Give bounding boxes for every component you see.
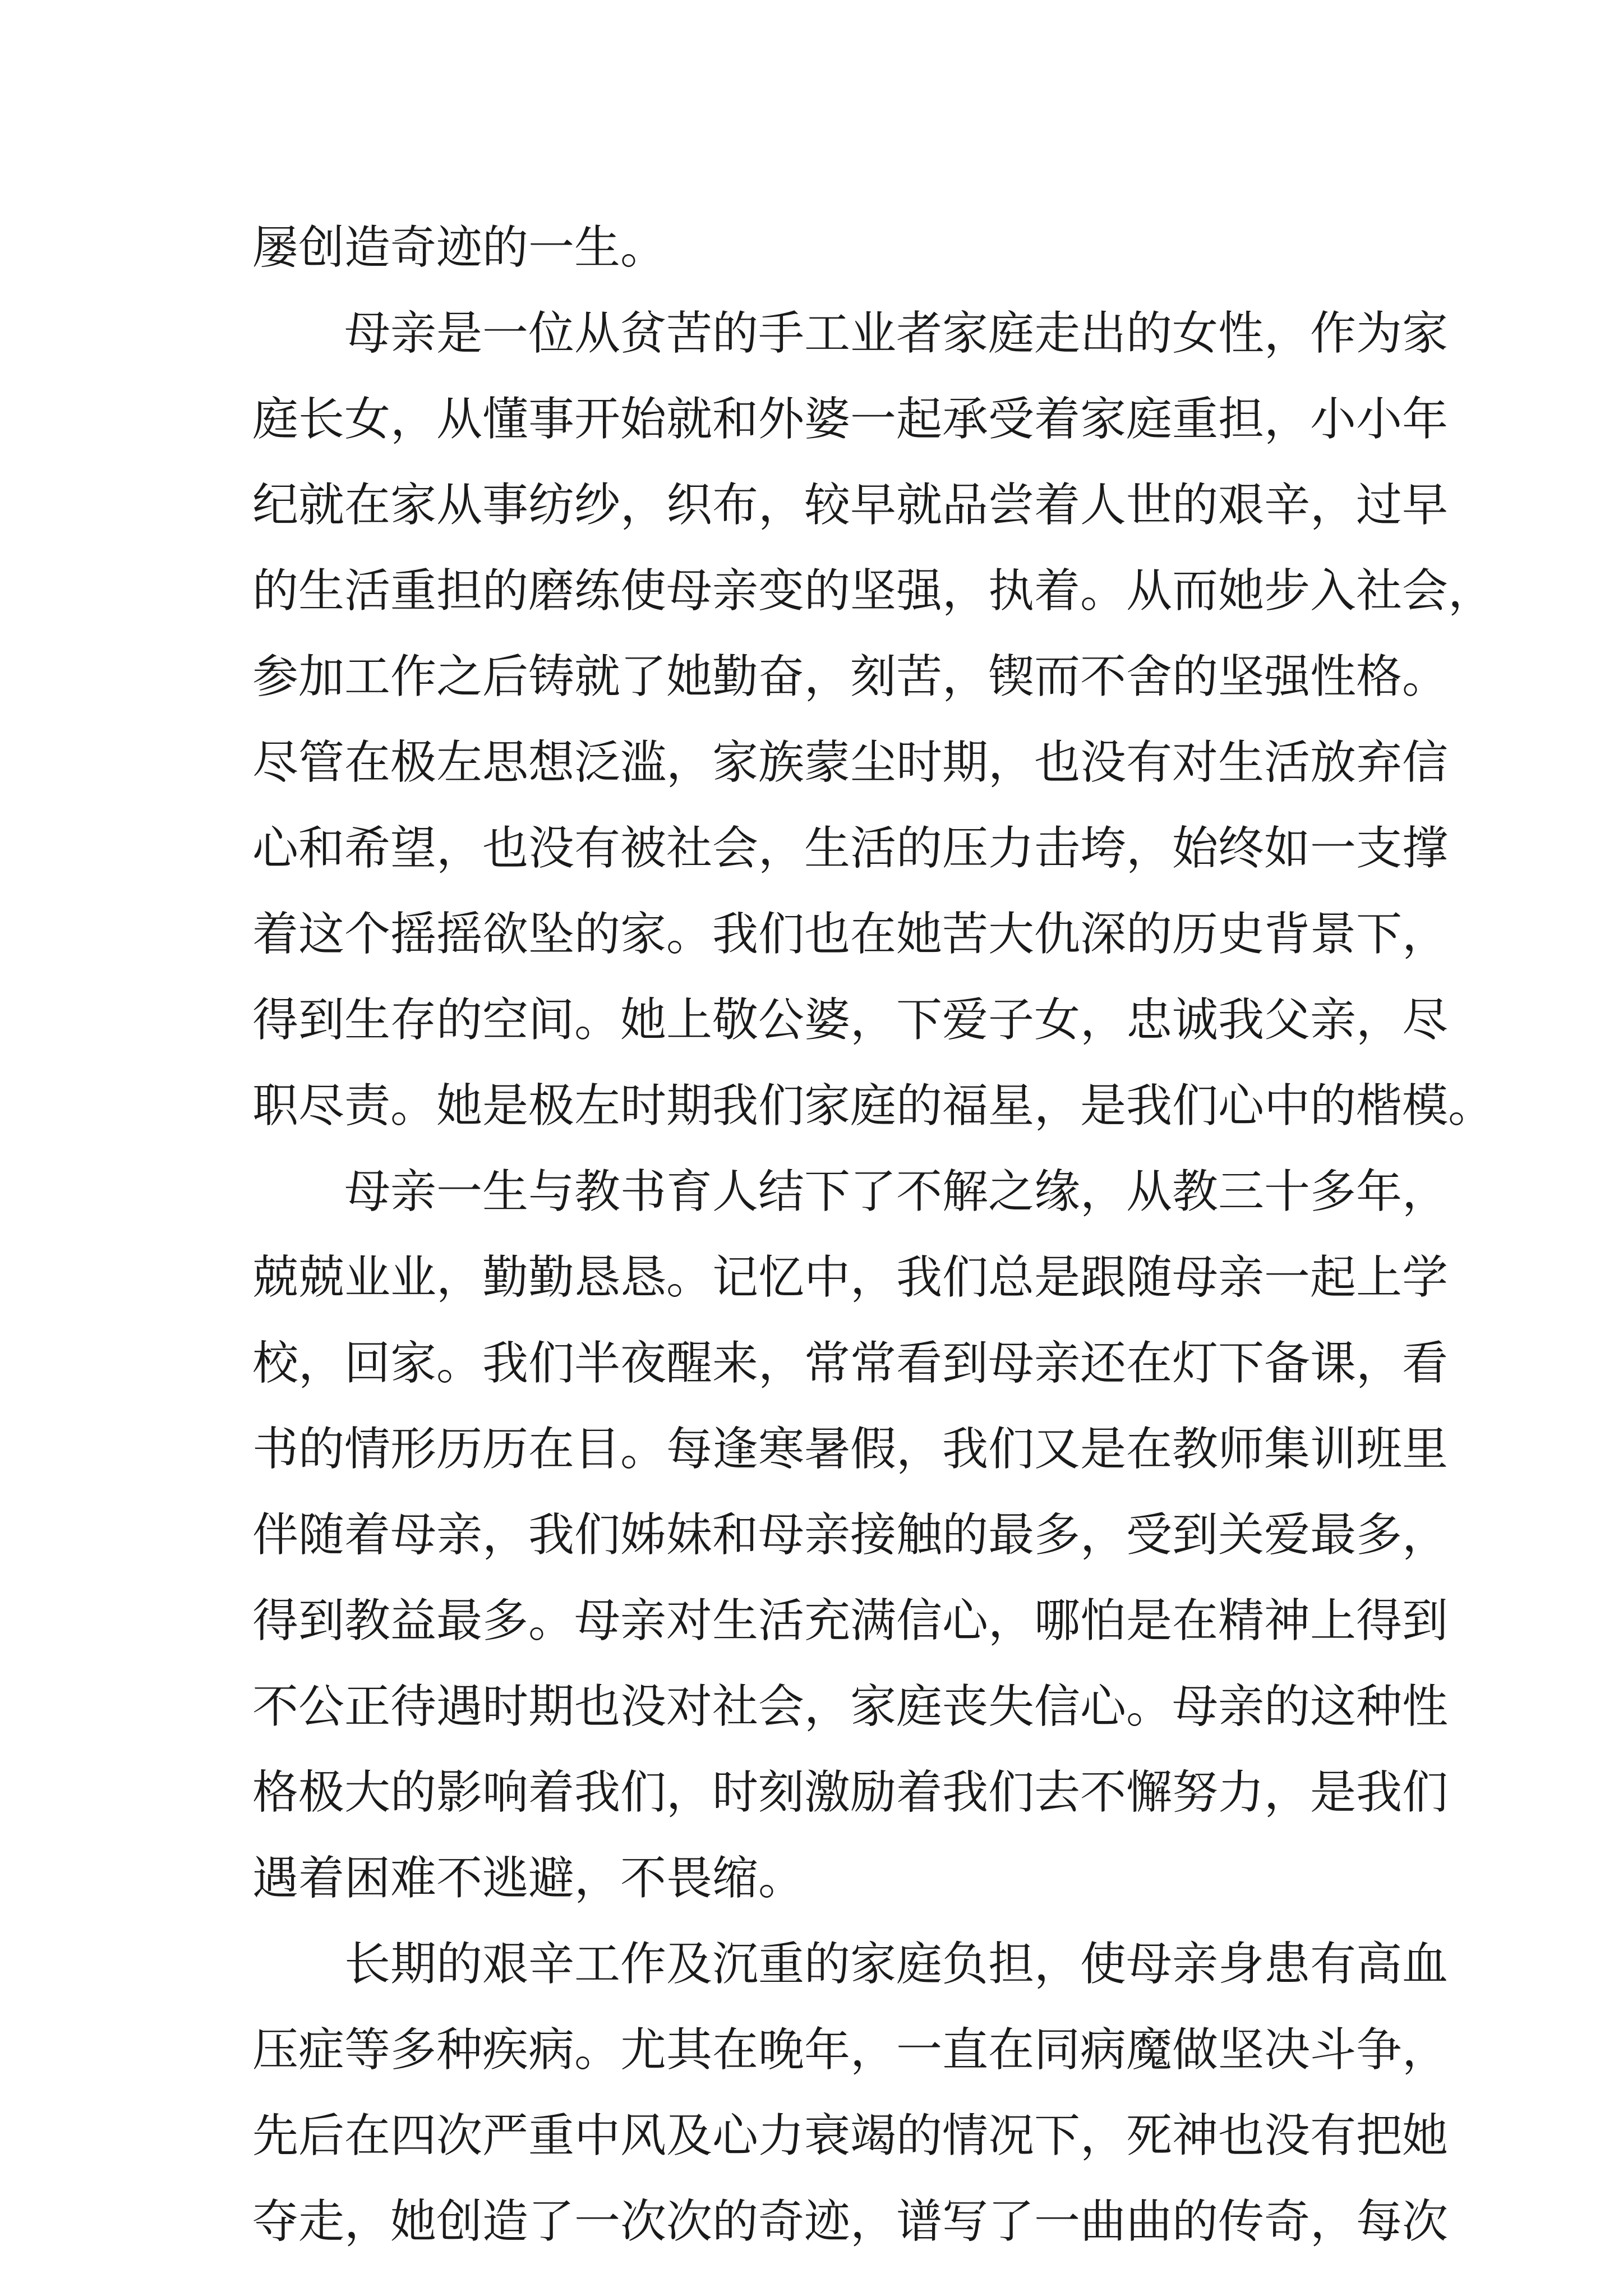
- paragraph-4-line-4: 夺走，她创造了一次次的奇迹，谱写了一曲曲的传奇，每次: [252, 2195, 1449, 2248]
- paragraph-1-line-1: 屡创造奇迹的一生。: [252, 221, 667, 274]
- paragraph-2-line-9: 得到生存的空间。她上敬公婆，下爱子女，忠诚我父亲，尽: [252, 993, 1449, 1047]
- paragraph-2-line-7: 心和希望，也没有被社会，生活的压力击垮，始终如一支撑: [252, 822, 1449, 875]
- paragraph-2-line-6: 尽管在极左思想泛滥，家族蒙尘时期，也没有对生活放弃信: [252, 736, 1449, 789]
- paragraph-4-line-3: 先后在四次严重中风及心力衰竭的情况下，死神也没有把她: [252, 2109, 1449, 2162]
- paragraph-3-line-4: 书的情形历历在目。每逢寒暑假，我们又是在教师集训班里: [252, 1423, 1449, 1476]
- paragraph-3-line-2: 兢兢业业，勤勤恳恳。记忆中，我们总是跟随母亲一起上学: [252, 1251, 1449, 1304]
- paragraph-2-line-4: 的生活重担的磨练使母亲变的坚强，执着。从而她步入社会，: [252, 564, 1495, 618]
- paragraph-4-line-2: 压症等多种疾病。尤其在晚年，一直在同病魔做坚决斗争，: [252, 2023, 1449, 2077]
- paragraph-3-line-8: 格极大的影响着我们，时刻激励着我们去不懈努力，是我们: [252, 1766, 1449, 1819]
- paragraph-4-line-1: 长期的艰辛工作及沉重的家庭负担，使母亲身患有高血: [344, 1938, 1449, 1991]
- paragraph-3-line-7: 不公正待遇时期也没对社会，家庭丧失信心。母亲的这种性: [252, 1680, 1449, 1733]
- body-text: [252, 205, 1495, 2265]
- paragraph-2-line-2: 庭长女，从懂事开始就和外婆一起承受着家庭重担，小小年: [252, 393, 1449, 446]
- paragraph-2-line-10: 职尽责。她是极左时期我们家庭的福星，是我们心中的楷模。: [252, 1079, 1495, 1133]
- paragraph-3-line-9: 遇着困难不逃避，不畏缩。: [252, 1852, 805, 1905]
- paragraph-3-line-5: 伴随着母亲，我们姊妹和母亲接触的最多，受到关爱最多，: [252, 1508, 1449, 1562]
- paragraph-2-line-8: 着这个摇摇欲坠的家。我们也在她苦大仇深的历史背景下，: [252, 908, 1449, 961]
- paragraph-3-line-6: 得到教益最多。母亲对生活充满信心，哪怕是在精神上得到: [252, 1594, 1449, 1648]
- paragraph-3-line-3: 校，回家。我们半夜醒来，常常看到母亲还在灯下备课，看: [252, 1337, 1449, 1390]
- paragraph-2-line-5: 参加工作之后铸就了她勤奋，刻苦，锲而不舍的坚强性格。: [252, 650, 1449, 703]
- paragraph-3-line-1: 母亲一生与教书育人结下了不解之缘，从教三十多年，: [344, 1165, 1449, 1218]
- paragraph-2-line-1: 母亲是一位从贫苦的手工业者家庭走出的女性，作为家: [344, 307, 1449, 360]
- paragraph-2-line-3: 纪就在家从事纺纱，织布，较早就品尝着人世的艰辛，过早: [252, 478, 1449, 532]
